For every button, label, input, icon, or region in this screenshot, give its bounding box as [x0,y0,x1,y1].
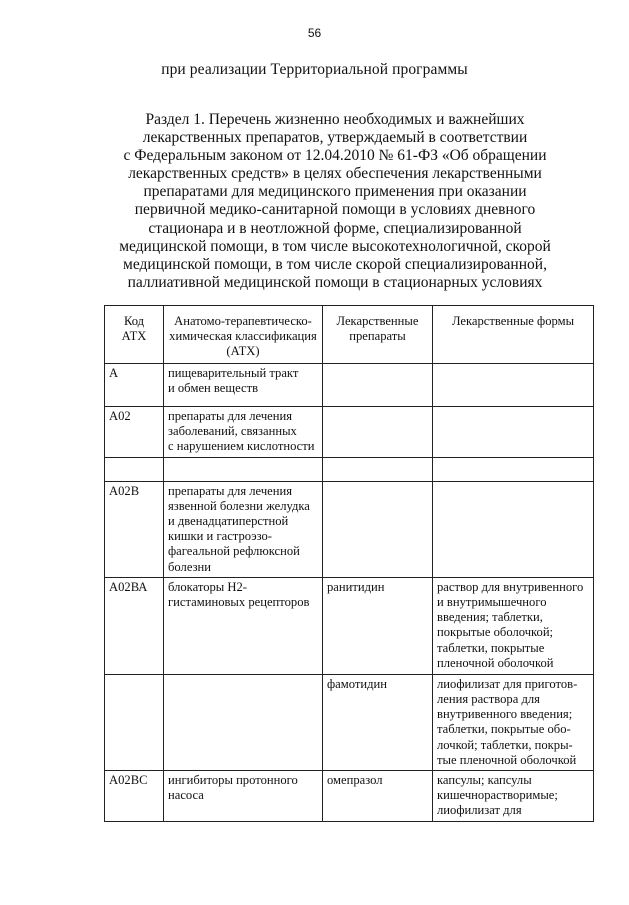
table-header-row [105,306,594,364]
heading-line: препаратами для медицинского применения при оказании [143,183,527,201]
dosage-form-line: тые пленочной оболочкой [437,752,577,767]
classification-line: кишки и гастроэзо- [168,529,272,544]
dosage-form-line: лочкой; таблетки, покры- [437,737,573,752]
atx-code-cell: А02 [105,407,164,458]
header-code [105,306,164,364]
dosage-form-line: таблетки, покрытые обо- [437,722,571,737]
classification-line: язвенной болезни желудка [168,498,310,513]
atx-code-cell [105,674,164,770]
classification-line: блокаторы Н2- [168,579,247,594]
drug-name-cell [323,457,433,481]
classification-line: ингибиторы протонного [168,773,298,788]
classification-cell [164,771,323,822]
header-classification-line: (АТХ) [226,344,260,359]
drug-name-cell [323,481,433,577]
heading-line: медицинской помощи, в том числе скорой специализированной, [123,255,547,273]
drug-name-cell: ранитидин [323,577,433,674]
heading-line: лекарственных средств» в целях обеспечения лекарственными [128,165,542,183]
atx-code-cell: А [105,364,164,407]
dosage-form-line: ления раствора для [437,692,540,707]
table-row [105,457,594,481]
dosage-form-line: покрытые оболочкой; [437,625,554,640]
table-row [105,407,594,458]
classification-cell [164,457,323,481]
dosage-form-line: раствор для внутривенного [437,579,584,594]
classification-line: заболеваний, связанных [168,424,297,439]
header-drugs-line: Лекарственные [336,314,419,328]
classification-cell [164,364,323,407]
heading-line: стационара и в неотложной форме, специализированной [148,219,522,237]
heading-line: с Федеральным законом от 12.04.2010 № 61-ФЗ «Об обращении [123,147,547,165]
atx-code-cell [105,457,164,481]
classification-line: препараты для лечения [168,483,293,498]
table-row [105,577,594,674]
heading-line: первичной медико-санитарной помощи в условиях дневного [134,201,536,219]
heading-line: Раздел 1. Перечень жизненно необходимых и важнейших [145,111,525,128]
classification-line: болезни [168,559,212,574]
drug-name-cell: омепразол [323,771,433,822]
heading-line: лекарственных препаратов, утверждаемый в соответствии [142,129,528,147]
drug-name-cell [323,364,433,407]
atx-code-cell: А02В [105,481,164,577]
dosage-forms-cell [433,364,594,407]
classification-line: с нарушением кислотности [168,439,315,454]
page-number: 56 [307,26,322,40]
classification-line: и двенадцатиперстной [168,514,289,529]
header-code-line: Код [123,314,145,328]
drug-name-cell: фамотидин [323,674,433,770]
dosage-form-line: лиофилизат для приготов- [437,676,578,691]
dosage-form-line: пленочной оболочкой [437,655,554,670]
atx-code-cell: А02ВС [105,771,164,822]
table-row [105,481,594,577]
classification-line: насоса [168,788,204,803]
dosage-forms-cell [433,577,594,674]
classification-cell [164,481,323,577]
document-subtitle: при реализации Территориальной программы [161,61,468,78]
dosage-forms-cell [433,771,594,822]
header-forms-line: Лекарственные формы [451,314,575,328]
table-row [105,674,594,770]
classification-cell [164,577,323,674]
table-row [105,771,594,822]
dosage-form-line: и внутримышечного [437,595,547,610]
drug-name-cell [323,407,433,458]
dosage-form-line: таблетки, покрытые [437,640,545,655]
dosage-forms-cell [433,407,594,458]
classification-cell [164,674,323,770]
dosage-form-line: лиофилизат для [437,803,522,818]
header-drugs [323,306,433,364]
dosage-forms-cell [433,481,594,577]
header-classification-line: Анатомо-терапевтическо- [174,314,312,328]
heading-line: медицинской помощи, в том числе высокотехнологичной, скорой [119,237,551,255]
classification-line: фагеальной рефлюксной [168,544,300,559]
dosage-form-line: внутривенного введения; [437,707,573,722]
dosage-form-line: капсулы; капсулы [437,773,532,788]
header-classification-line: химическая классификация [169,329,317,344]
classification-line: и обмен веществ [168,381,259,396]
dosage-form-line: кишечнорастворимые; [437,788,558,803]
dosage-form-line: введения; таблетки, [437,610,543,625]
atx-drug-table [104,305,594,822]
atx-code-cell: А02ВА [105,577,164,674]
classification-line: пищеварительный тракт [168,366,299,380]
header-drugs-line: препараты [349,329,406,344]
header-forms [433,306,594,364]
heading-line: паллиативной медицинской помощи в стационарных условиях [127,273,543,291]
classification-cell [164,407,323,458]
classification-line: гистаминовых рецепторов [168,595,310,610]
table-row [105,364,594,407]
header-classification [164,306,323,364]
dosage-forms-cell [433,674,594,770]
section-heading [118,111,552,292]
classification-line: препараты для лечения [168,409,293,423]
header-code-line: АТХ [121,329,147,344]
dosage-forms-cell [433,457,594,481]
